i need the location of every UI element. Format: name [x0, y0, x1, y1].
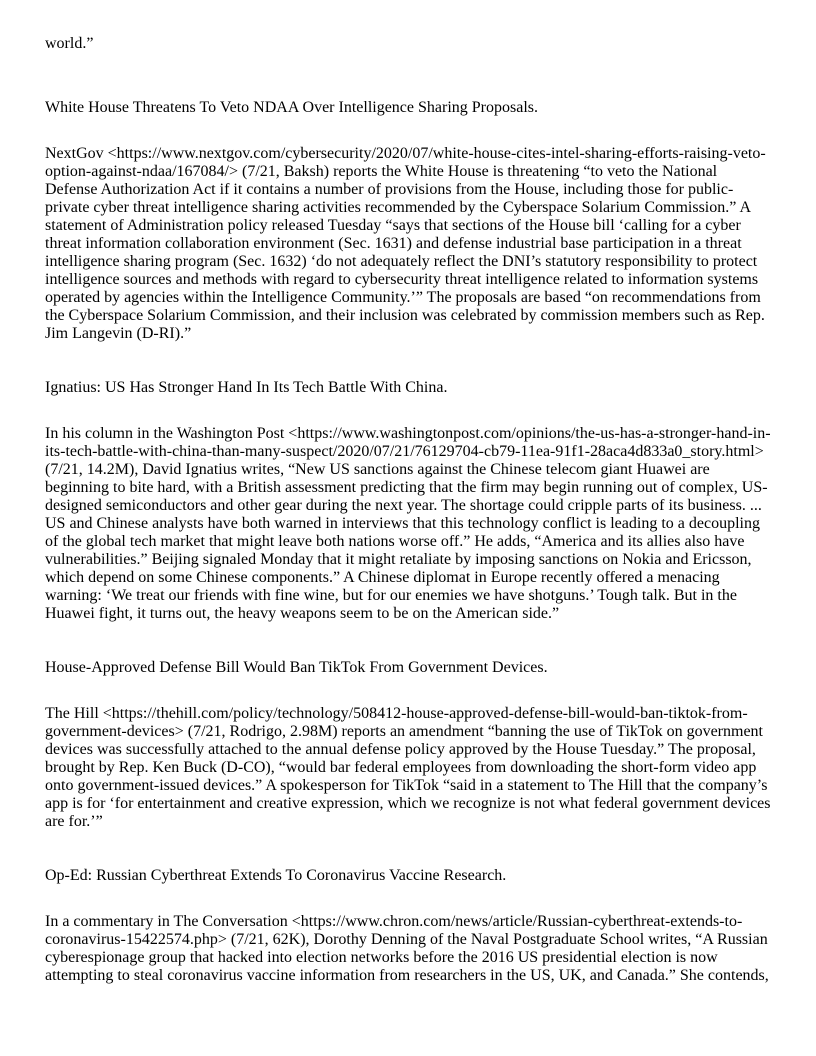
headline-ignatius-tech-battle: Ignatius: US Has Stronger Hand In Its Tech Battle With China. [45, 379, 448, 396]
article-body-russian-cyberthreat: In a commentary in The Conversation <https://www.chron.com/news/article/Russian-cyberthreat-extends-to-coronavirus-15422574.php> (7/21, 62K), Dorothy Denning of the Naval Postgraduate School writes, “A Russian cyberespionage group that hacked into election networks before the 2016 US presidential election is now attempting to steal coronavirus vaccine information from researchers in the US, UK, and Canada.” She contends, [45, 913, 769, 984]
headline-russian-cyberthreat: Op-Ed: Russian Cyberthreat Extends To Coronavirus Vaccine Research. [45, 867, 507, 884]
article-body-ignatius-tech-battle: In his column in the Washington Post <https://www.washingtonpost.com/opinions/the-us-has-a-stronger-hand-in-its-tech-battle-with-china-than-many-suspect/2020/07/21/76129704-cb79-11ea-91f1-28aca4d833a0_story.html> (7/21, 14.2M), David Ignatius writes, “New US sanctions against the Chinese telecom giant Huawei are beginning to bite hard, with a British assessment predicting that the firm may begin running out of complex, US-designed semiconductors and other gear during the next year. The shortage could cripple parts of its business. ... US and Chinese analysts have both warned in interviews that this technology conflict is leading to a decoupling of the global tech market that might leave both nations worse off.” He adds, “America and its allies also have vulnerabilities.” Beijing signaled Monday that it might retaliate by imposing sanctions on Nokia and Ericsson, which depend on some Chinese components.” A Chinese diplomat in Europe recently offered a menacing warning: ‘We treat our friends with fine wine, but for our enemies we have shotguns.’ Tough talk. But in the Huawei fight, it turns out, the heavy weapons seem to be on the American side.” [45, 425, 771, 622]
headline-veto-ndaa: White House Threatens To Veto NDAA Over Intelligence Sharing Proposals. [45, 99, 539, 116]
previous-article-tail: world.” [45, 35, 94, 52]
headline-tiktok-ban: House-Approved Defense Bill Would Ban TikTok From Government Devices. [45, 659, 548, 676]
article-body-tiktok-ban: The Hill <https://thehill.com/policy/technology/508412-house-approved-defense-bill-would-ban-tiktok-from-government-devices> (7/21, Rodrigo, 2.98M) reports an amendment “banning the use of TikTok on government devices was successfully attached to the annual defense policy approved by the House Tuesday.” The proposal, brought by Rep. Ken Buck (D-CO), “would bar federal employees from downloading the short-form video app onto government-issued devices.” A spokesperson for TikTok “said in a statement to The Hill that the company’s app is for ‘for entertainment and creative expression, which we recognize is not what federal government devices are for.’” [45, 705, 771, 830]
article-body-veto-ndaa: NextGov <https://www.nextgov.com/cybersecurity/2020/07/white-house-cites-intel-sharing-efforts-raising-veto-option-against-ndaa/167084/> (7/21, Baksh) reports the White House is threatening “to veto the National Defense Authorization Act if it contains a number of provisions from the House, including those for public-private cyber threat intelligence sharing activities recommended by the Cyberspace Solarium Commission.” A statement of Administration policy released Tuesday “says that sections of the House bill ‘calling for a cyber threat information collaboration environment (Sec. 1631) and defense industrial base participation in a threat intelligence sharing program (Sec. 1632) ‘do not adequately reflect the DNI’s statutory responsibility to protect intelligence sources and methods with regard to cybersecurity threat intelligence related to information systems operated by agencies within the Intelligence Community.’” The proposals are based “on recommendations from the Cyberspace Solarium Commission, and their inclusion was celebrated by commission members such as Rep. Jim Langevin (D-RI).” [45, 145, 766, 342]
